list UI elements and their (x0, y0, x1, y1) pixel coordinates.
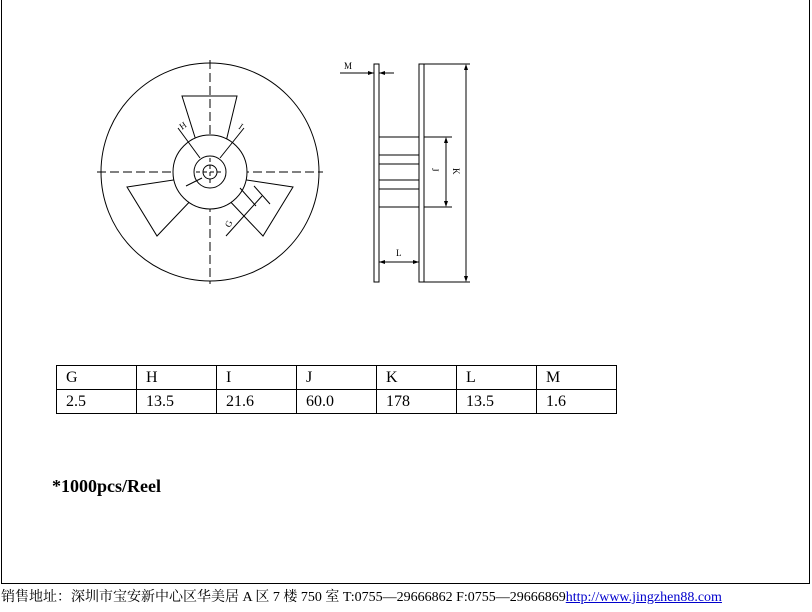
label-g: G (222, 218, 235, 229)
label-i: I (236, 121, 246, 132)
flange-right (419, 64, 424, 282)
reel-side-view (340, 64, 470, 282)
table-header-cell: M (537, 366, 617, 390)
table-value-cell: 13.5 (137, 390, 217, 414)
dim-g-leader2 (254, 186, 270, 204)
table-header-cell: L (457, 366, 537, 390)
table-value-cell: 2.5 (57, 390, 137, 414)
table-header-cell: K (377, 366, 457, 390)
flange-left (374, 64, 379, 282)
table-value-cell: 21.6 (217, 390, 297, 414)
table-value-row (57, 390, 617, 414)
side-hub (379, 137, 419, 207)
table-value-cell: 178 (377, 390, 457, 414)
table-header-cell: J (297, 366, 377, 390)
table-header-row (57, 366, 617, 390)
table-header-cell: G (57, 366, 137, 390)
reel-drawing (0, 0, 812, 300)
quantity-note: *1000pcs/Reel (52, 476, 161, 496)
table-header-cell: I (217, 366, 297, 390)
website-link[interactable]: http://www.jingzhen88.com (565, 590, 722, 605)
footer (1, 587, 811, 609)
label-h: H (177, 119, 189, 132)
label-j: J (430, 168, 440, 172)
footer-address: 销售地址：深圳市宝安新中心区华美居 A 区 7 楼 750 室 T:0755—29666862 F:0755—29666869 (1, 590, 566, 605)
table-value-cell: 1.6 (537, 390, 617, 414)
dim-g-leader1 (240, 188, 256, 206)
reel-front-view (97, 60, 323, 284)
dimension-table (56, 365, 617, 414)
label-k: K (451, 168, 461, 175)
table-value-cell: 60.0 (297, 390, 377, 414)
table-header-cell: H (137, 366, 217, 390)
table-value-cell: 13.5 (457, 390, 537, 414)
label-m: M (344, 61, 353, 71)
label-l: L (396, 248, 402, 258)
